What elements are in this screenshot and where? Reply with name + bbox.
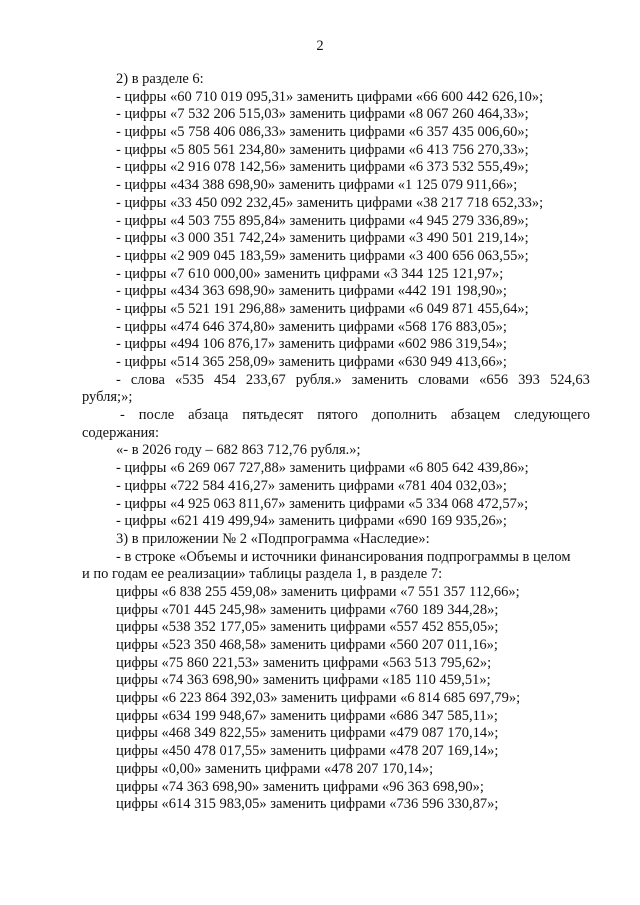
word: 393 — [518, 371, 540, 388]
slova-line — [116, 372, 590, 390]
text-line: - цифры «60 710 019 095,31» заменить цифрами «66 600 442 626,10»; — [116, 88, 544, 105]
text-line: - цифры «6 269 067 727,88» заменить цифрами «6 805 642 439,86»; — [116, 460, 529, 477]
text-line: - цифры «2 916 078 142,56» заменить цифрами «6 373 532 555,49»; — [116, 159, 529, 176]
text-line: цифры «6 223 864 392,03» заменить цифрами «6 814 685 697,79»; — [116, 690, 521, 707]
section-6-lines — [116, 71, 566, 372]
text-line: цифры «6 838 255 459,08» заменить цифрами «7 551 357 112,66»; — [116, 583, 520, 600]
text-line: цифры «614 315 983,05» заменить цифрами «736 596 330,87»; — [116, 796, 499, 813]
text-line: - цифры «4 925 063 811,67» заменить цифрами «5 334 068 472,57»; — [116, 495, 529, 512]
text-line: - цифры «2 909 045 183,59» заменить цифрами «3 400 656 063,55»; — [116, 247, 529, 264]
text-line: - цифры «5 758 406 086,33» заменить цифрами «6 357 435 006,60»; — [116, 124, 529, 141]
word: заменить — [351, 371, 409, 388]
word: 233,67 — [245, 371, 286, 388]
text-line: - цифры «434 363 698,90» заменить цифрами «442 191 198,90»; — [116, 283, 507, 300]
word: пятьдесят — [242, 407, 304, 424]
page-number: 2 — [316, 38, 324, 54]
v-stroke-continuation: и по годам ее реализации» таблицы раздела 1, в разделе 7: — [82, 566, 443, 583]
text-line: - цифры «7 532 206 515,03» заменить цифрами «8 067 260 464,33»; — [116, 106, 529, 123]
lines-block-3 — [116, 584, 566, 814]
word: абзацем — [450, 407, 501, 424]
text-line: - цифры «434 388 698,90» заменить цифрами «1 125 079 911,66»; — [116, 177, 518, 194]
text-line: «- в 2026 году – 682 863 712,76 рубля.»; — [116, 442, 361, 459]
word: после — [138, 407, 175, 424]
word: «656 — [479, 371, 509, 388]
text-line: цифры «0,00» заменить цифрами «478 207 170,14»; — [116, 760, 434, 777]
text-line: цифры «75 860 221,53» заменить цифрами «563 513 795,62»; — [116, 654, 492, 671]
text-line: цифры «634 199 948,67» заменить цифрами «686 347 585,11»; — [116, 707, 498, 724]
text-line: цифры «74 363 698,90» заменить цифрами «185 110 459,51»; — [116, 672, 491, 689]
lines-block-2 — [116, 442, 566, 548]
text-line: - цифры «474 646 374,80» заменить цифрами «568 176 883,05»; — [116, 318, 507, 335]
slova-continuation: рубля;»; — [82, 389, 133, 406]
posle-continuation: содержания: — [82, 424, 160, 441]
text-line: - цифры «514 365 258,09» заменить цифрами «630 949 413,66»; — [116, 354, 507, 370]
v-stroke-line: - в строке «Объемы и источники финансирования подпрограммы в целом — [116, 548, 571, 565]
text-line: - цифры «621 419 499,94» заменить цифрами «690 169 935,26»; — [116, 513, 507, 530]
text-line: - цифры «4 503 755 895,84» заменить цифрами «4 945 279 336,89»; — [116, 212, 529, 229]
word: абзаца — [188, 407, 229, 424]
word: 454 — [214, 371, 236, 388]
word: «535 — [174, 371, 204, 388]
text-line: - цифры «722 584 416,27» заменить цифрами «781 404 032,03»; — [116, 477, 507, 494]
document-body — [82, 71, 590, 814]
text-line: - цифры «5 805 561 234,80» заменить цифрами «6 413 756 270,33»; — [116, 141, 529, 158]
text-line: 2) в разделе 6: — [116, 71, 204, 87]
text-line: - цифры «7 610 000,00» заменить цифрами «3 344 125 121,97»; — [116, 265, 504, 282]
text-line: 3) в приложении № 2 «Подпрограмма «Наследие»: — [116, 530, 430, 547]
text-line: - цифры «33 450 092 232,45» заменить цифрами «38 217 718 652,33»; — [116, 194, 544, 211]
word: пятого — [317, 407, 358, 424]
word: - — [116, 371, 121, 388]
text-line: - цифры «3 000 351 742,24» заменить цифрами «3 490 501 219,14»; — [116, 230, 529, 247]
text-line: цифры «538 352 177,05» заменить цифрами «557 452 855,05»; — [116, 619, 499, 636]
text-line: - цифры «494 106 876,17» заменить цифрами «602 986 319,54»; — [116, 336, 507, 353]
text-line: цифры «468 349 822,55» заменить цифрами «479 087 170,14»; — [116, 725, 499, 742]
word: следующего — [514, 407, 590, 424]
text-line: цифры «74 363 698,90» заменить цифрами «96 363 698,90»; — [116, 778, 484, 795]
text-line: цифры «701 445 245,98» заменить цифрами «760 189 344,28»; — [116, 601, 499, 618]
word: дополнить — [371, 407, 437, 424]
word: - — [120, 407, 125, 424]
text-line: - цифры «5 521 191 296,88» заменить цифрами «6 049 871 455,64»; — [116, 300, 529, 317]
word: 524,63 — [549, 371, 590, 388]
word: слова — [130, 371, 165, 388]
text-line: цифры «523 350 468,58» заменить цифрами «560 207 011,16»; — [116, 637, 498, 653]
word: словами — [418, 371, 470, 388]
text-line: цифры «450 478 017,55» заменить цифрами «478 207 169,14»; — [116, 743, 499, 760]
word: рубля.» — [295, 371, 342, 388]
posle-line — [120, 407, 590, 425]
